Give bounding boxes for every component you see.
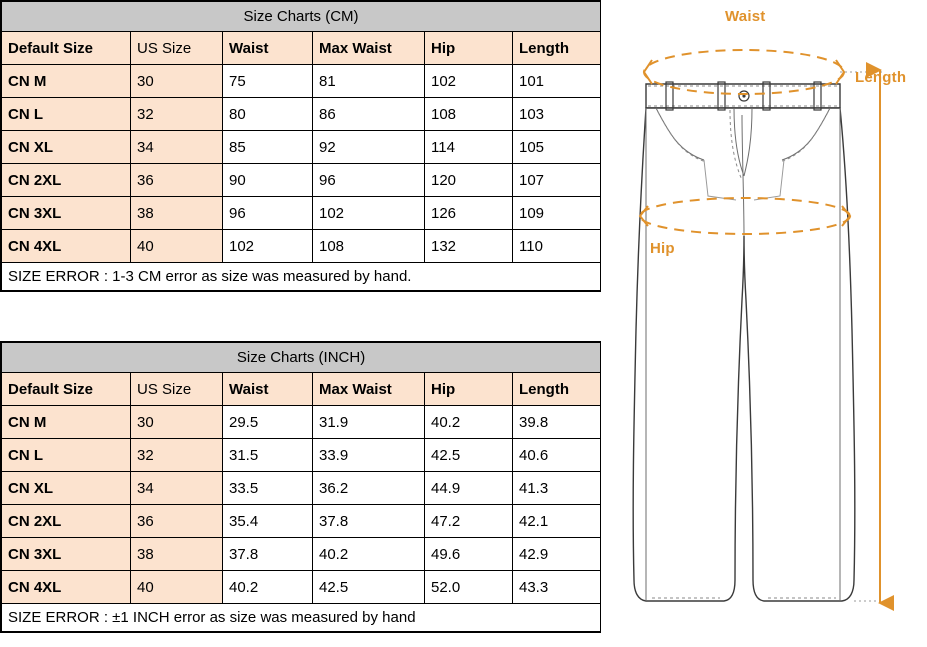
size-error-note: SIZE ERROR : 1-3 CM error as size was measured by hand. (2, 263, 601, 291)
cell-hip: 52.0 (425, 571, 513, 604)
size-error-note: SIZE ERROR : ±1 INCH error as size was measured by hand (2, 604, 601, 632)
cell-waist: 37.8 (223, 538, 313, 571)
trousers-svg (608, 0, 927, 647)
cell-us-size: 40 (131, 571, 223, 604)
cell-max-waist: 96 (313, 164, 425, 197)
cell-length: 40.6 (513, 439, 601, 472)
cell-us-size: 38 (131, 538, 223, 571)
cell-length: 109 (513, 197, 601, 230)
cell-waist: 35.4 (223, 505, 313, 538)
cell-waist: 75 (223, 65, 313, 98)
table-row (2, 230, 601, 263)
table-row (2, 505, 601, 538)
cell-default-size: CN 4XL (2, 571, 131, 604)
header-max-waist: Max Waist (313, 32, 425, 65)
table-header-row (2, 373, 601, 406)
cell-max-waist: 40.2 (313, 538, 425, 571)
trousers-outline (633, 84, 855, 601)
cell-default-size: CN 4XL (2, 230, 131, 263)
cell-hip: 120 (425, 164, 513, 197)
cell-us-size: 32 (131, 439, 223, 472)
size-chart-cm (0, 0, 601, 292)
cell-hip: 47.2 (425, 505, 513, 538)
cell-max-waist: 33.9 (313, 439, 425, 472)
length-label: Length (855, 69, 907, 86)
cell-max-waist: 31.9 (313, 406, 425, 439)
cell-default-size: CN L (2, 439, 131, 472)
header-default-size: Default Size (2, 373, 131, 406)
cell-length: 42.1 (513, 505, 601, 538)
cell-waist: 33.5 (223, 472, 313, 505)
table-title-row (2, 343, 601, 373)
cell-hip: 102 (425, 65, 513, 98)
cell-max-waist: 42.5 (313, 571, 425, 604)
table-title: Size Charts (INCH) (2, 343, 601, 373)
table-note-row (2, 263, 601, 291)
cell-hip: 126 (425, 197, 513, 230)
header-hip: Hip (425, 373, 513, 406)
cell-hip: 40.2 (425, 406, 513, 439)
cell-default-size: CN L (2, 98, 131, 131)
cell-length: 42.9 (513, 538, 601, 571)
cell-default-size: CN XL (2, 131, 131, 164)
cell-default-size: CN XL (2, 472, 131, 505)
cell-default-size: CN 3XL (2, 197, 131, 230)
cell-waist: 80 (223, 98, 313, 131)
cell-hip: 44.9 (425, 472, 513, 505)
hip-label: Hip (650, 240, 675, 257)
header-waist: Waist (223, 373, 313, 406)
cell-us-size: 30 (131, 406, 223, 439)
table-title-row (2, 2, 601, 32)
cell-hip: 42.5 (425, 439, 513, 472)
header-us-size: US Size (131, 32, 223, 65)
cell-length: 43.3 (513, 571, 601, 604)
cell-hip: 49.6 (425, 538, 513, 571)
cell-waist: 29.5 (223, 406, 313, 439)
waist-label: Waist (725, 8, 766, 25)
cell-max-waist: 36.2 (313, 472, 425, 505)
table-header-row (2, 32, 601, 65)
cell-us-size: 32 (131, 98, 223, 131)
cell-waist: 31.5 (223, 439, 313, 472)
header-us-size: US Size (131, 373, 223, 406)
table-row (2, 98, 601, 131)
size-table-cm (1, 1, 601, 291)
cell-us-size: 34 (131, 472, 223, 505)
cell-default-size: CN M (2, 406, 131, 439)
header-length: Length (513, 373, 601, 406)
header-max-waist: Max Waist (313, 373, 425, 406)
cell-hip: 132 (425, 230, 513, 263)
cell-us-size: 30 (131, 65, 223, 98)
cell-waist: 90 (223, 164, 313, 197)
cell-length: 103 (513, 98, 601, 131)
cell-us-size: 34 (131, 131, 223, 164)
header-default-size: Default Size (2, 32, 131, 65)
waist-arrow-left-icon (644, 60, 652, 84)
cell-length: 101 (513, 65, 601, 98)
cell-us-size: 40 (131, 230, 223, 263)
cell-us-size: 38 (131, 197, 223, 230)
header-waist: Waist (223, 32, 313, 65)
cell-max-waist: 102 (313, 197, 425, 230)
table-row (2, 406, 601, 439)
cell-hip: 114 (425, 131, 513, 164)
cell-length: 110 (513, 230, 601, 263)
cell-waist: 85 (223, 131, 313, 164)
table-row (2, 571, 601, 604)
cell-max-waist: 92 (313, 131, 425, 164)
cell-length: 107 (513, 164, 601, 197)
size-chart-inch (0, 341, 601, 633)
table-row (2, 538, 601, 571)
cell-us-size: 36 (131, 505, 223, 538)
table-title: Size Charts (CM) (2, 2, 601, 32)
cell-waist: 96 (223, 197, 313, 230)
table-row (2, 131, 601, 164)
size-table-inch (1, 342, 601, 632)
table-row (2, 197, 601, 230)
cell-default-size: CN 2XL (2, 164, 131, 197)
cell-max-waist: 108 (313, 230, 425, 263)
header-hip: Hip (425, 32, 513, 65)
cell-length: 105 (513, 131, 601, 164)
cell-default-size: CN 3XL (2, 538, 131, 571)
cell-us-size: 36 (131, 164, 223, 197)
cell-hip: 108 (425, 98, 513, 131)
cell-waist: 40.2 (223, 571, 313, 604)
cell-length: 39.8 (513, 406, 601, 439)
cell-max-waist: 86 (313, 98, 425, 131)
cell-waist: 102 (223, 230, 313, 263)
table-row (2, 472, 601, 505)
table-row (2, 65, 601, 98)
cell-default-size: CN 2XL (2, 505, 131, 538)
table-row (2, 164, 601, 197)
table-row (2, 439, 601, 472)
cell-default-size: CN M (2, 65, 131, 98)
trousers-measurement-diagram (608, 0, 927, 647)
cell-length: 41.3 (513, 472, 601, 505)
cell-max-waist: 37.8 (313, 505, 425, 538)
header-length: Length (513, 32, 601, 65)
cell-max-waist: 81 (313, 65, 425, 98)
table-note-row (2, 604, 601, 632)
